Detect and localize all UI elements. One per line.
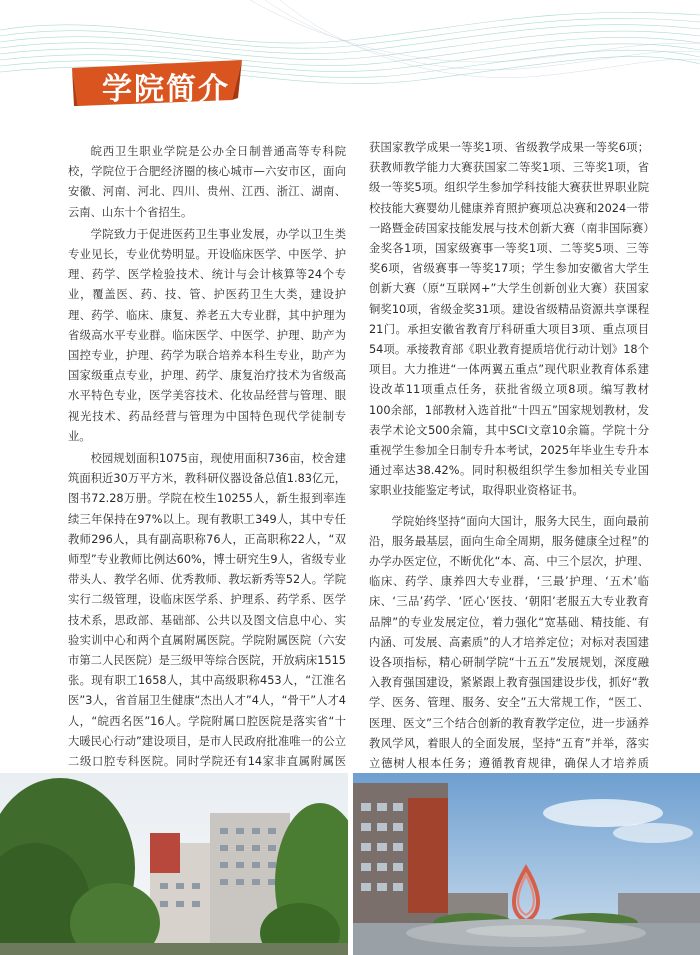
paragraph-campus: 校园规划面积1075亩，现使用面积736亩，校舍建筑面积近30万平方米，教科研仪器设备总值1.83亿元，图书72.28万册。学院在校生10255人，新生报到率连续三年保持在97%以上。现有教职工349人，其中专任教师296人，具有副高职称76人，正高职称22人，“双师型”专业教师比例达60%，博士研究生9人，省级专业带头人、教学名师、优秀教师、教坛新秀等52人。学院实行二级管理，设临床医学系、护理系、药学系、医学技术系，思政部、基础部、公共以及图文信息中心、实验实训中心和两个直属附属医院。学院附属医院（六安市第二人民医院）是三级甲等综合医院，开放病床1515张。现有职工1658人，其中高级职称453人，“江淮名医”3人，省首届卫生健康“杰出人才”4人，“骨干”人才4人，“皖西名医”16人。学院附属口腔医院是落实省“十大暖民心行动”建设项目，是市人民政府批准唯一的公立二级口腔专科医院。同时学院还有14家非直属附属医: [68, 452, 346, 769]
paragraph-achievements: 获国家教学成果一等奖1项、省级教学成果一等奖6项；获教师教学能力大赛获国家二等奖1项、三等奖1项，省级一等奖5项。组织学生参加学科技能大赛获世界职业院校技能大赛婴幼儿健康养育照护赛项总决赛和2024一带一路暨金砖国家技能发展与技术创新大赛（南非国际赛）金奖各1项，国家级赛事一等奖1项、二等奖5项、三等奖6项，省级赛事一等奖17项；学生参加安徽省大学生创新大赛（原“互联网+”大学生创新创业大赛）获国家铜奖10项，省级金奖31项。建设省级精品资源共享课程21门。承担安徽省教育厅科研重大项目3项、重点项目54项。承接教育部《职业教育提质培优行动计划》18个项目。大力推进“一体两翼五重点”现代职业教育体系建设改革11项重点任务，获批省级立项8项。编写教材100余部，1部教材入选首批“十四五”国家规划教材，发表学术论文500余篇，其中SCI文章10余篇。学院十分重视学生参加全日制专升本考试，2025年毕业生专升本通过率达38.42%。同时积极组织学生参加相关专业国家职业技能鉴定考试，取得职业资格证书。: [369, 141, 649, 498]
paragraph-intro: 皖西卫生职业学院是公办全日制普通高等专科院校，学院位于合肥经济圈的核心城市—六安市区，面向安徽、河南、河北、四川、贵州、江西、浙江、湖南、云南、山东十个省招生。: [68, 145, 346, 219]
title-banner: [72, 60, 242, 106]
campus-square-image: [353, 773, 700, 955]
campus-photo-left: [0, 773, 348, 955]
campus-photo-right: [353, 773, 700, 955]
paragraph-majors: 学院致力于促进医药卫生事业发展，办学以卫生类专业见长，专业优势明显。开设临床医学、中医学、护理、药学、医学检验技术、统计与会计核算等24个专业，覆盖医、药、技、管、护医药卫生大类，建设护理、药学、临床、康复、养老五大专业群，其中护理为省级高水平专业群。临床医学、中医学、护理、助产为国控专业，护理、药学为联合培养本科生专业，助产为国家级重点专业，护理、药学、康复治疗技术为省级高水平特色专业，医学美容技术、化妆品经营与管理、眼视光技术、药品经营与管理为中国特色现代学徒制专业。: [68, 227, 346, 443]
page-title: 学院简介: [102, 72, 230, 107]
campus-building-image: [0, 773, 348, 955]
paragraph-positioning: 学院始终坚持“面向大国计，服务大民生，面向最前沿，服务最基层，面向生命全周期，服务健康全过程”的办学办医定位，不断优化“本、高、中三个层次，护理、临床、药学、康养四大专业群，‘三最’护理、‘五术’临床、‘三品’药学、‘匠心’医技、‘朝阳’老服五大专业教育品牌”的专业发展定位，着力强化“宽基础、精技能、有内涵、可发展、高素质”的人才培养定位；对标对表国建设各项指标，精心研制学院“十五五”发展规划，深度融入教育强国建设，紧紧跟上教育强国建设步伐，抓好“教学、医务、管理、服务、安全”五大常规工作，“医工、医理、医文”三个结合创新的教育教学定位，进一步涵养教风学风，着眼人的全面发展，坚持“五育”并举，落实立德树人根本任务；遵循教育规律，确保人才培养质: [369, 514, 649, 771]
right-column: [369, 138, 649, 835]
